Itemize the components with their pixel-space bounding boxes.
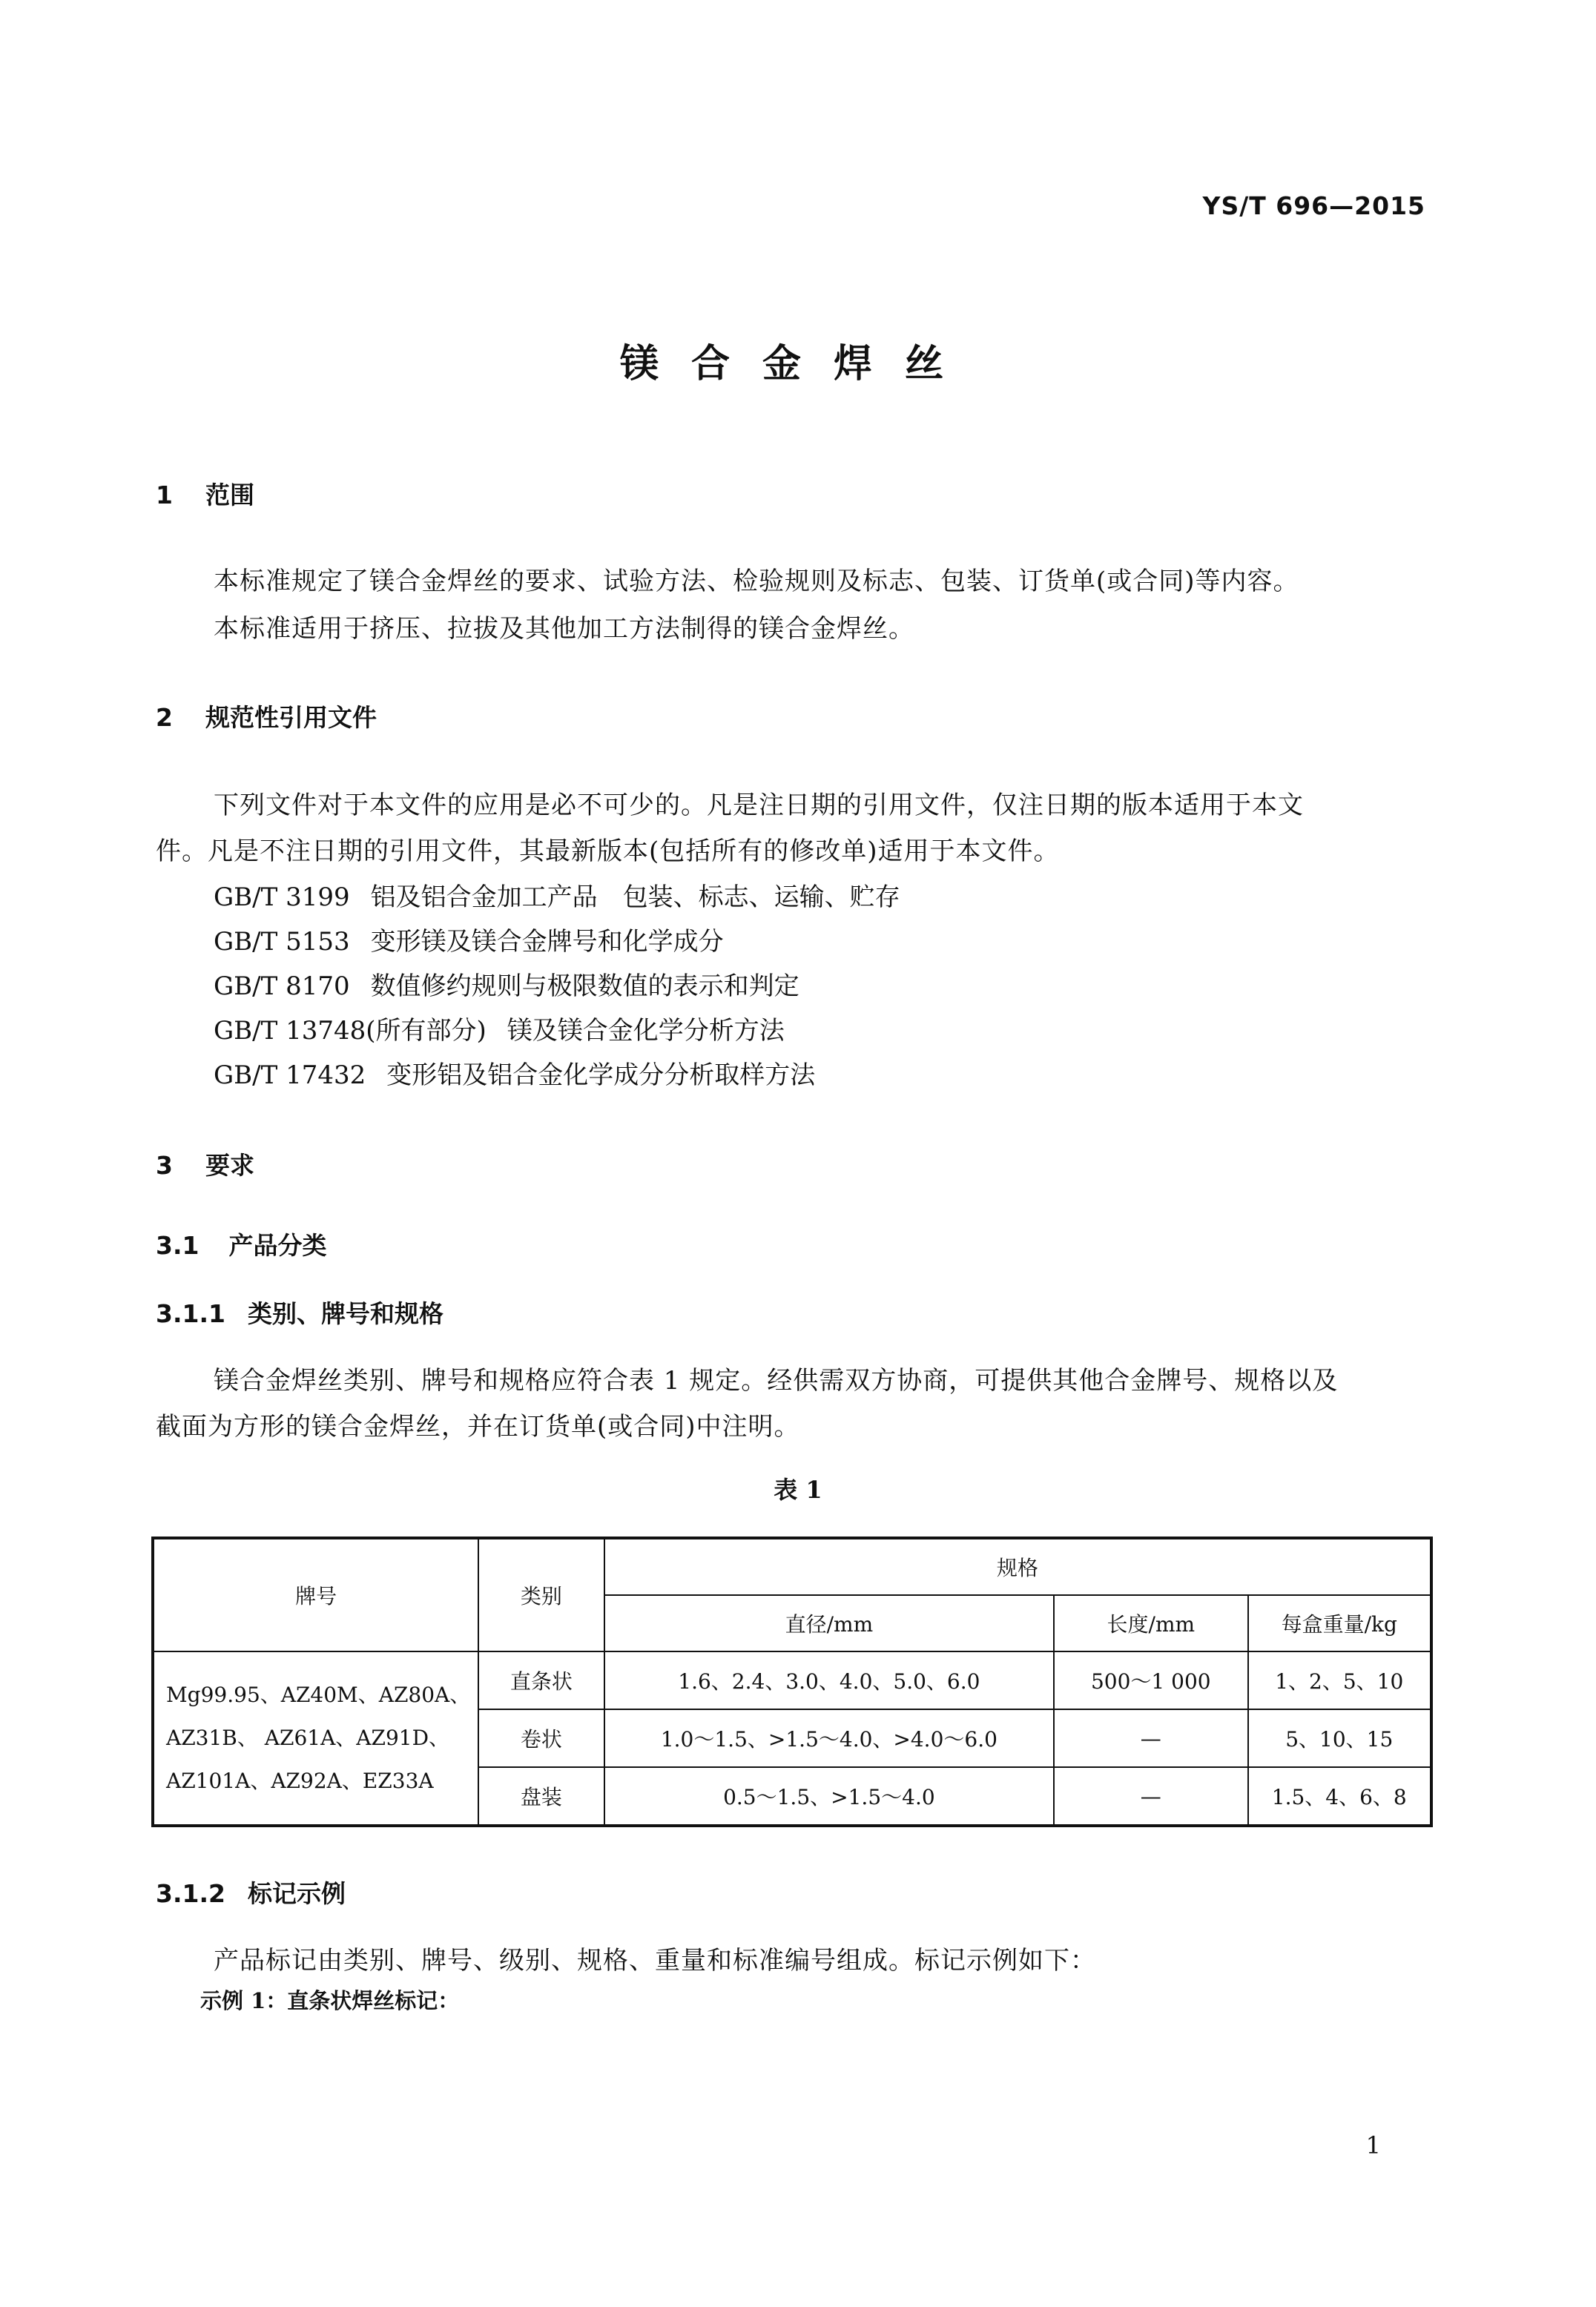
- section-2-heading: [156, 699, 377, 733]
- reference-item: [214, 1055, 815, 1091]
- length-cell: 500～1 000: [1054, 1651, 1247, 1709]
- reference-title: 数值修约规则与极限数值的表示和判定: [370, 971, 799, 1001]
- grade-line: Mg99.95、AZ40M、AZ80A、: [166, 1683, 471, 1707]
- reference-title: 镁及镁合金化学分析方法: [507, 1016, 785, 1046]
- section-number: 1: [156, 481, 173, 509]
- category-cell: 盘装: [478, 1767, 604, 1826]
- header-weight: 每盒重量/kg: [1248, 1595, 1431, 1651]
- section-3-heading: [156, 1146, 254, 1181]
- diameter-cell: 1.6、2.4、3.0、4.0、5.0、6.0: [604, 1651, 1054, 1709]
- weight-cell: 5、10、15: [1248, 1709, 1431, 1767]
- spec-table: [151, 1537, 1433, 1827]
- reference-code: GB/T 3199: [214, 882, 350, 912]
- paragraph: 本标准规定了镁合金焊丝的要求、试验方法、检验规则及标志、包装、订货单(或合同)等内容。: [214, 567, 1299, 596]
- section-number: 3.1: [156, 1231, 200, 1260]
- reference-title: 变形铝及铝合金化学成分分析取样方法: [386, 1060, 816, 1090]
- section-3-1-heading: [156, 1227, 326, 1261]
- section-title: 要求: [205, 1151, 254, 1180]
- length-cell: —: [1054, 1767, 1247, 1826]
- section-3-1-2-heading: [156, 1875, 346, 1910]
- reference-item: [214, 921, 724, 957]
- grade-line: AZ31B、 AZ61A、AZ91D、: [166, 1726, 450, 1750]
- category-cell: 卷状: [478, 1709, 604, 1767]
- section-3-1-1-heading: [156, 1295, 443, 1330]
- header-category: 类别: [478, 1538, 604, 1651]
- diameter-cell: 1.0～1.5、>1.5～4.0、>4.0～6.0: [604, 1709, 1054, 1767]
- page-number: 1: [1365, 2131, 1381, 2159]
- grade-line: AZ101A、AZ92A、EZ33A: [166, 1769, 434, 1793]
- document-title: 镁合金焊丝: [619, 341, 976, 386]
- reference-item: [214, 877, 900, 913]
- section-title: 规范性引用文件: [205, 703, 377, 732]
- reference-title: 铝及铝合金加工产品 包装、标志、运输、贮存: [370, 882, 900, 912]
- section-title: 范围: [205, 481, 254, 509]
- paragraph: 下列文件对于本文件的应用是必不可少的。凡是注日期的引用文件，仅注日期的版本适用于本文: [214, 791, 1304, 820]
- table-row: [153, 1651, 1431, 1709]
- grade-cell: [153, 1651, 478, 1826]
- reference-title: 变形镁及镁合金牌号和化学成分: [370, 927, 724, 957]
- paragraph: 本标准适用于挤压、拉拔及其他加工方法制得的镁合金焊丝。: [214, 614, 914, 644]
- paragraph: 产品标记由类别、牌号、级别、规格、重量和标准编号组成。标记示例如下：: [214, 1946, 1096, 1976]
- header-spec: 规格: [604, 1538, 1431, 1595]
- header-diameter: 直径/mm: [604, 1595, 1054, 1651]
- paragraph: 截面为方形的镁合金焊丝，并在订货单(或合同)中注明。: [156, 1412, 800, 1442]
- reference-code: GB/T 8170: [214, 971, 350, 1001]
- example-label: 示例 1：直条状焊丝标记：: [200, 1988, 460, 2013]
- header-length: 长度/mm: [1054, 1595, 1247, 1651]
- section-title: 类别、牌号和规格: [247, 1299, 443, 1328]
- section-1-heading: [156, 476, 254, 511]
- paragraph: 件。凡是不注日期的引用文件，其最新版本(包括所有的修改单)适用于本文件。: [156, 836, 1060, 866]
- section-number: 2: [156, 703, 173, 732]
- section-title: 产品分类: [228, 1231, 327, 1260]
- length-cell: —: [1054, 1709, 1247, 1767]
- section-number: 3: [156, 1151, 173, 1180]
- reference-code: GB/T 13748(所有部分): [214, 1016, 487, 1046]
- header-grade: 牌号: [153, 1538, 478, 1651]
- weight-cell: 1.5、4、6、8: [1248, 1767, 1431, 1826]
- weight-cell: 1、2、5、10: [1248, 1651, 1431, 1709]
- reference-code: GB/T 17432: [214, 1060, 366, 1090]
- reference-item: [214, 1010, 785, 1046]
- paragraph: 镁合金焊丝类别、牌号和规格应符合表 1 规定。经供需双方协商，可提供其他合金牌号、规格以及: [214, 1366, 1339, 1396]
- diameter-cell: 0.5～1.5、>1.5～4.0: [604, 1767, 1054, 1826]
- section-number: 3.1.1: [156, 1299, 225, 1328]
- section-title: 标记示例: [247, 1879, 346, 1908]
- category-cell: 直条状: [478, 1651, 604, 1709]
- reference-code: GB/T 5153: [214, 927, 350, 957]
- reference-item: [214, 966, 799, 1002]
- table-caption: 表 1: [774, 1476, 822, 1504]
- standard-code: YS/T 696—2015: [1202, 191, 1425, 220]
- section-number: 3.1.2: [156, 1879, 225, 1908]
